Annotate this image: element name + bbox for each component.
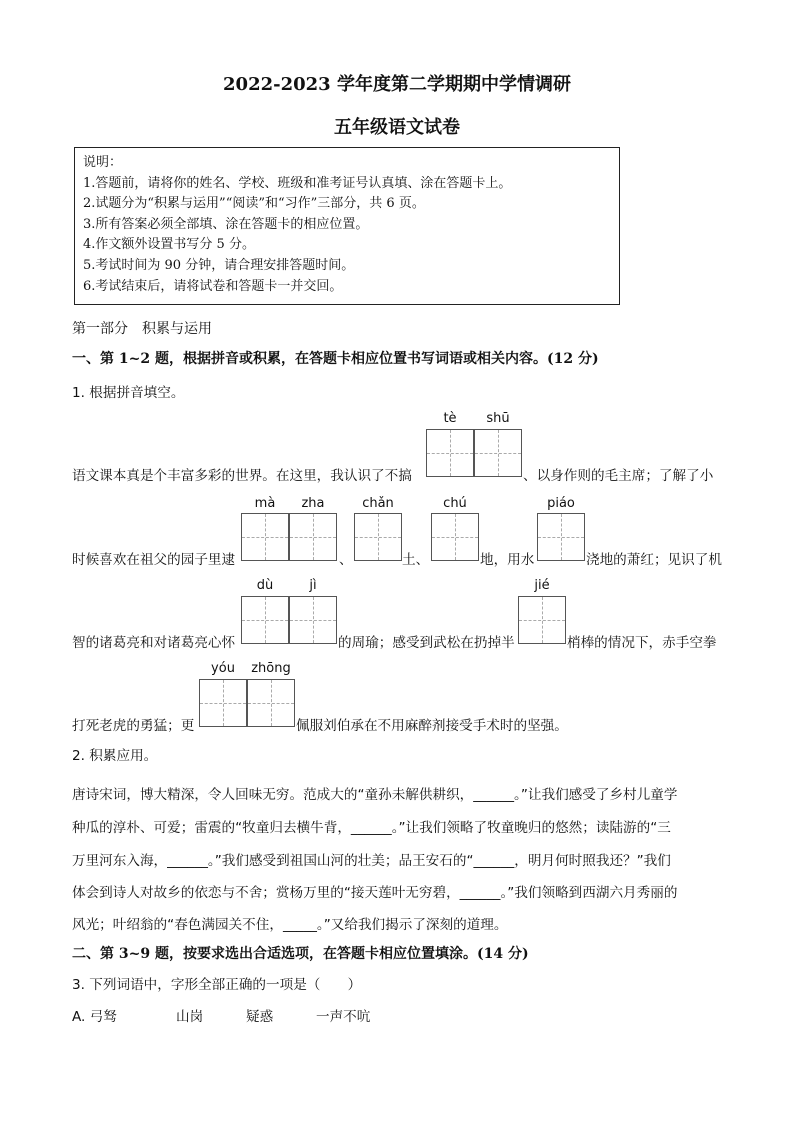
option-a-word: 疑惑 [246,1009,274,1025]
writing-cell[interactable] [241,596,289,644]
passage-text: 语文课本真是个丰富多彩的世界。在这里，我认识了不搞 [72,468,412,484]
writing-cell[interactable] [474,429,522,477]
option-a-word: 一声不吭 [316,1009,371,1025]
instruction-item: 1.答题前，请将你的姓名、学校、班级和准考证号认真填、涂在答题卡上。 [83,175,512,191]
passage-text: 佩服刘伯承在不用麻醉剂接受手术时的坚强。 [296,718,568,734]
pinyin: chǎn [362,496,394,511]
pinyin: mà [254,496,276,511]
question-1-label: 1. 根据拼音填空。 [72,385,185,401]
passage-text: 梢棒的情况下，赤手空拳 [567,635,717,651]
writing-cell[interactable] [537,513,585,561]
writing-cell[interactable] [431,513,479,561]
writing-cell[interactable] [199,679,247,727]
exam-title: 2022-2023 学年度第二学期期中学情调研 [223,74,571,95]
passage-text: 打死老虎的勇猛；更 [72,718,195,734]
pinyin: yóu [211,661,235,676]
pinyin: chú [443,496,467,511]
writing-cell[interactable] [247,679,295,727]
writing-cell[interactable] [518,596,566,644]
writing-cell[interactable] [289,513,337,561]
part-heading: 第一部分 积累与运用 [72,321,212,337]
section-heading-1: 一、第 1~2 题，根据拼音或积累，在答题卡相应位置书写词语或相关内容。(12 分) [72,351,599,367]
passage-line: 体会到诗人对故乡的依恋与不舍；赏杨万里的“接天莲叶无穷碧，______。”我们领略到西湖六月秀丽的 [72,885,678,901]
writing-cell[interactable] [354,513,402,561]
exam-subtitle: 五年级语文试卷 [334,117,460,138]
pinyin: jì [309,578,317,593]
passage-text: 、以身作则的毛主席；了解了小 [523,468,714,484]
option-a-word: 山岗 [176,1009,204,1025]
passage-line: 唐诗宋词，博大精深，令人回味无穷。范成大的“童孙未解供耕织，______。”让我们感受了乡村儿童学 [72,787,678,803]
option-a-label: A. 弓驽 [72,1009,117,1025]
pinyin: tè [443,411,457,426]
instruction-item: 5.考试时间为 90 分钟，请合理安排答题时间。 [83,257,355,273]
writing-cell[interactable] [426,429,474,477]
passage-text: 的周瑜；感受到武松在扔掉半 [338,635,515,651]
question-2-label: 2. 积累应用。 [72,748,158,764]
pinyin: zha [301,496,325,511]
question-3-label: 3. 下列词语中，字形全部正确的一项是（ ） [72,977,362,993]
instruction-item: 2.试题分为“积累与运用”“阅读”和“习作”三部分，共 6 页。 [83,196,425,212]
writing-cell[interactable] [241,513,289,561]
writing-cell[interactable] [289,596,337,644]
instruction-item: 4.作文额外设置书写分 5 分。 [83,237,255,253]
passage-line: 风光；叶绍翁的“春色满园关不住，_____。”又给我们揭示了深刻的道理。 [72,917,508,933]
pinyin: zhōng [251,661,291,676]
instructions-box [74,147,620,305]
passage-text: 智的诸葛亮和对诸葛亮心怀 [72,635,236,651]
instruction-item: 3.所有答案必须全部填、涂在答题卡的相应位置。 [83,216,369,232]
section-heading-2: 二、第 3~9 题，按要求选出合适选项，在答题卡相应位置填涂。(14 分) [72,946,529,962]
passage-text: 地，用水 [480,552,535,568]
passage-line: 种瓜的淳朴、可爱；雷震的“牧童归去横牛背，______。”让我们领略了牧童晚归的悠然；读陆游的“三 [72,820,671,836]
pinyin: dù [256,578,274,593]
passage-line: 万里河东入海，______。”我们感受到祖国山河的壮美；品王安石的“______，明月何时照我还？”我们 [72,853,671,869]
instructions-heading: 说明： [83,155,123,170]
passage-text: 、 [339,552,353,568]
pinyin: piáo [547,496,575,511]
passage-text: 土、 [402,552,430,568]
passage-text: 时候喜欢在祖父的园子里逮 [72,552,236,568]
pinyin: shū [486,411,510,426]
passage-text: 浇地的萧红；见识了机 [586,552,722,568]
pinyin: jié [534,578,550,593]
instruction-item: 6.考试结束后，请将试卷和答题卡一并交回。 [83,278,343,294]
